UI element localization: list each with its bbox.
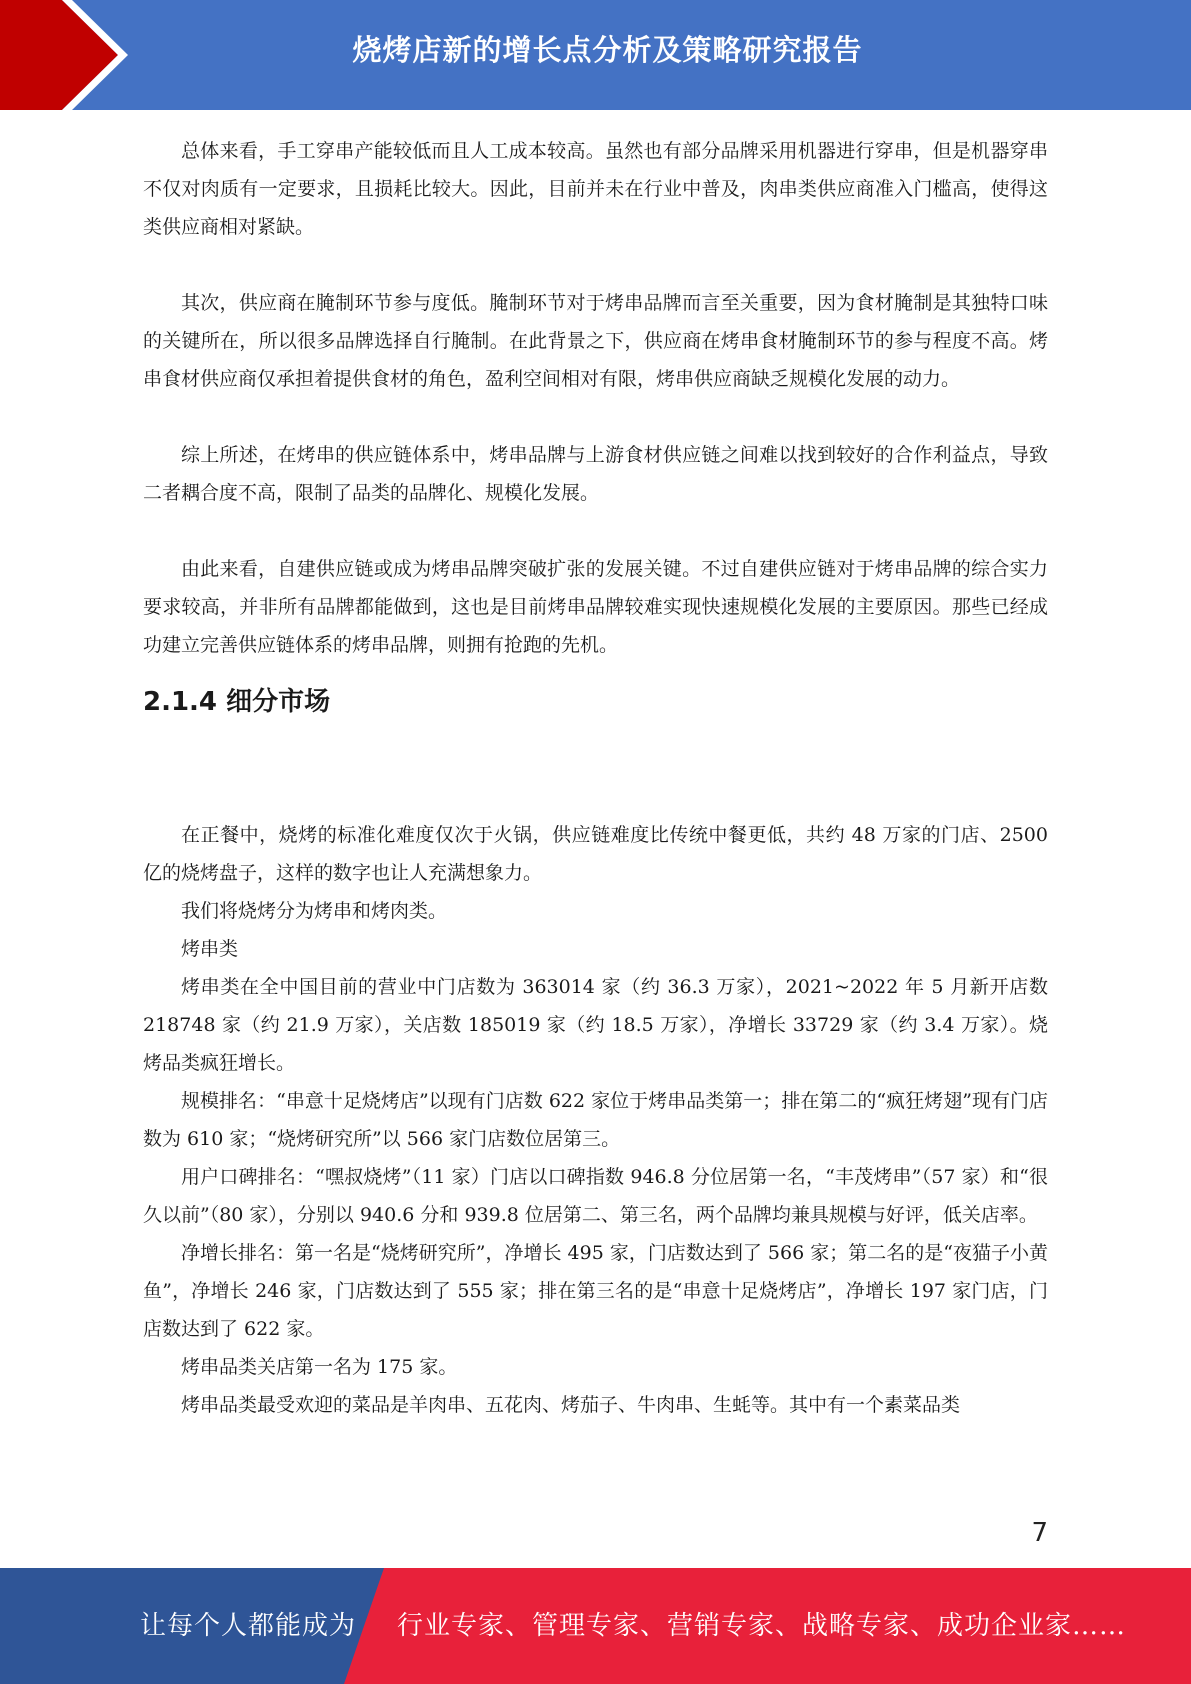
paragraph: 烤串类在全中国目前的营业中门店数为 363014 家（约 36.3 万家），2021~2022 年 5 月新开店数 218748 家（约 21.9 万家），关店数 185019 家（约 18.5 万家），净增长 33729 家（约 3.4 万家）。烧烤品类疯狂增长。 <box>143 976 1048 1074</box>
footer-slogan-right: 行业专家、管理专家、营销专家、战略专家、成功企业家…… <box>397 1611 1127 1641</box>
paragraph: 我们将烧烤分为烤串和烤肉类。 <box>181 900 448 922</box>
page-content <box>143 132 1048 1424</box>
paragraph: 由此来看，自建供应链或成为烤串品牌突破扩张的发展关键。不过自建供应链对于烤串品牌的综合实力要求较高，并非所有品牌都能做到，这也是目前烤串品牌较难实现快速规模化发展的主要原因。那些已经成功建立完善供应链体系的烤串品牌，则拥有抢跑的先机。 <box>143 558 1048 656</box>
subsection-label: 烤串类 <box>181 938 239 960</box>
paragraph: 总体来看，手工穿串产能较低而且人工成本较高。虽然也有部分品牌采用机器进行穿串，但是机器穿串不仅对肉质有一定要求，且损耗比较大。因此，目前并未在行业中普及，肉串类供应商准入门槛高，使得这类供应商相对紧缺。 <box>143 140 1048 238</box>
section-heading: 2.1.4 细分市场 <box>143 687 331 717</box>
paragraph: 烤串品类最受欢迎的菜品是羊肉串、五花肉、烤茄子、牛肉串、生蚝等。其中有一个素菜品类 <box>181 1394 961 1416</box>
page-header <box>0 0 1191 110</box>
page-number: 7 <box>1031 1518 1048 1548</box>
paragraph: 规模排名：“串意十足烧烤店”以现有门店数 622 家位于烤串品类第一；排在第二的“疯狂烤翅”现有门店数为 610 家；“烧烤研究所”以 566 家门店数位居第三。 <box>143 1090 1048 1150</box>
paragraph: 用户口碑排名：“嘿叔烧烤”（11 家）门店以口碑指数 946.8 分位居第一名，“丰茂烤串”（57 家）和“很久以前”（80 家），分别以 940.6 分和 939.8 位居第二、第三名，两个品牌均兼具规模与好评，低关店率。 <box>143 1166 1048 1226</box>
page-footer <box>0 1568 1191 1684</box>
paragraph: 净增长排名：第一名是“烧烤研究所”，净增长 495 家，门店数达到了 566 家；第二名的是“夜猫子小黄鱼”，净增长 246 家，门店数达到了 555 家；排在第三名的是“串意十足烧烤店”，净增长 197 家门店，门店数达到了 622 家。 <box>143 1242 1048 1340</box>
paragraph: 烤串品类关店第一名为 175 家。 <box>181 1356 458 1378</box>
report-title: 烧烤店新的增长点分析及策略研究报告 <box>352 33 863 67</box>
spacer <box>143 740 1048 816</box>
paragraph: 在正餐中，烧烤的标准化难度仅次于火锅，供应链难度比传统中餐更低，共约 48 万家的门店、2500 亿的烧烤盘子，这样的数字也让人充满想象力。 <box>143 824 1048 884</box>
paragraph: 其次，供应商在腌制环节参与度低。腌制环节对于烤串品牌而言至关重要，因为食材腌制是其独特口味的关键所在，所以很多品牌选择自行腌制。在此背景之下，供应商在烤串食材腌制环节的参与程度不高。烤串食材供应商仅承担着提供食材的角色，盈利空间相对有限，烤串供应商缺乏规模化发展的动力。 <box>143 292 1048 390</box>
header-chevron-decoration <box>0 0 150 110</box>
paragraph: 综上所述，在烤串的供应链体系中，烤串品牌与上游食材供应链之间难以找到较好的合作利益点，导致二者耦合度不高，限制了品类的品牌化、规模化发展。 <box>143 444 1048 504</box>
footer-slogan-left: 让每个人都能成为 <box>140 1611 357 1641</box>
